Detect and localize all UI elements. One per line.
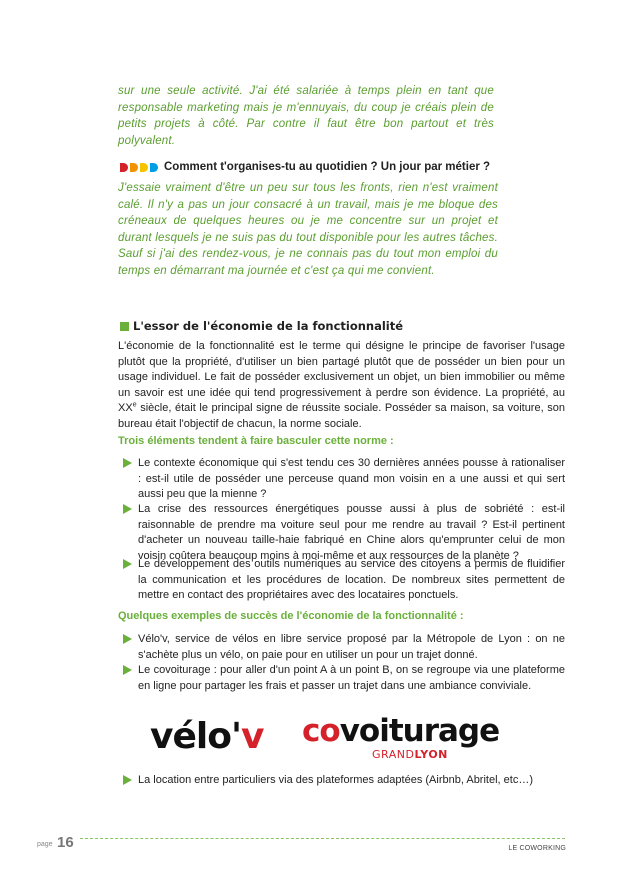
arrow-bullet-icon — [123, 559, 132, 569]
footer-section-name: LE COWORKING — [508, 845, 566, 852]
list-item-text: La crise des ressources énergétiques pousse aussi à plus de sobriété : est-il raisonnable de prendre ma voiture seul pour me rendre au travail ? Est-il pertinent d'acheter un nouveau taille-haie fabriqué en Chine alors qu'emprunter celui de mon voisin coûtera beaucoup moins à moi-même et aux ressources de la planète ? — [138, 503, 565, 562]
square-bullet-icon — [120, 322, 129, 331]
page-number: 16 — [57, 834, 74, 851]
list-item-text: Le contexte économique qui s'est tendu ces 30 dernières années pousse à rationaliser : est-il utile de posséder une perceuse quand mon voisin en a une aussi et qui sert aussi peu que la mienne ? — [138, 457, 565, 500]
grandlyon-logo: GRANDLYON — [372, 748, 448, 761]
intro-paragraph: sur une seule activité. J'ai été salariée à temps plein en tant que responsable marketing mais je m'ennuyais, du coup je créais plein de petits projets à côté. Par contre il faut être bon partout et très polyvalent. — [118, 85, 494, 147]
partner-logos — [150, 713, 500, 764]
list-item-text: La location entre particuliers via des plateformes adaptées (Airbnb, Abritel, etc…) — [138, 774, 533, 786]
question-heading — [120, 161, 498, 173]
covoiturage-logo: covoiturage — [302, 713, 500, 749]
list-item-text: Le covoiturage : pour aller d'un point A à un point B, on se regroupe via une plateforme en ligne pour partager les frais et passer un trajet dans une ambiance conviviale. — [138, 664, 565, 692]
yellow-dot-icon — [140, 163, 148, 172]
velov-logo: vélo'v — [150, 716, 264, 757]
answer-paragraph: J'essaie vraiment d'être un peu sur tous les fronts, rien n'est vraiment calé. Il n'y a pas un jour consacré à un travail, mais je me bloque des créneaux de quelques heures ou je me concentre sur un projet et durant lesquels je ne suis pas du tout disponible pour les autres tâches. Sauf si j'ai des rendez-vous, je ne connais pas du tout mon emploi du temps en démarrant ma journée et c'est ça qui me convient. — [118, 182, 498, 277]
arrow-bullet-icon — [123, 665, 132, 675]
color-dots-icon — [120, 163, 158, 172]
list-item — [123, 632, 565, 663]
arrow-bullet-icon — [123, 458, 132, 468]
list-item-text: Le développement des outils numériques au service des citoyens a permis de fluidifier la communication et les procédures de location. De nombreux sites permettent de mettre en contact des propriétaires avec des locataires ponctuels. — [138, 558, 565, 601]
list-item — [123, 456, 565, 503]
page-label: page — [37, 841, 53, 848]
blue-dot-icon — [150, 163, 158, 172]
subheading-exemples: Quelques exemples de succès de l'économie de la fonctionnalité : — [118, 610, 464, 622]
century-superscript: e — [132, 401, 137, 409]
footer-divider — [80, 838, 565, 839]
list-item-text: Vélo'v, service de vélos en libre service proposé par la Métropole de Lyon : on ne s'achète plus un vélo, on paie pour en utiliser un pour un trajet donné. — [138, 633, 565, 661]
arrow-bullet-icon — [123, 634, 132, 644]
body-paragraph — [118, 339, 565, 432]
subheading-trois-elements: Trois éléments tendent à faire basculer cette norme : — [118, 435, 394, 447]
list-item — [123, 663, 565, 694]
arrow-bullet-icon — [123, 775, 132, 785]
orange-dot-icon — [130, 163, 138, 172]
body-text-part1: L'économie de la fonctionnalité est le terme qui désigne le principe de favoriser l'usage plutôt que la propriété, d'utiliser un bien partagé plutôt que de posséder un bien pour un usage individuel. Le fait de posséder exclusivement un objet, un bien immobilier ou même un savoir est une idée qui tend progressivement à perdre son évidence. La propriété, au XX — [118, 340, 565, 414]
body-text-part2: siècle, était le principal signe de réussite sociale. Posséder sa maison, sa voiture, son bureau était l'objectif de chacun, la norme sociale. — [118, 402, 565, 430]
section-title-text: L'essor de l'économie de la fonctionnalité — [133, 319, 404, 333]
section-title — [120, 319, 403, 333]
red-dot-icon — [120, 163, 128, 172]
list-item — [123, 502, 565, 564]
arrow-bullet-icon — [123, 504, 132, 514]
list-item — [123, 557, 565, 604]
question-text: Comment t'organises-tu au quotidien ? Un jour par métier ? — [164, 161, 491, 173]
list-item — [123, 773, 565, 789]
